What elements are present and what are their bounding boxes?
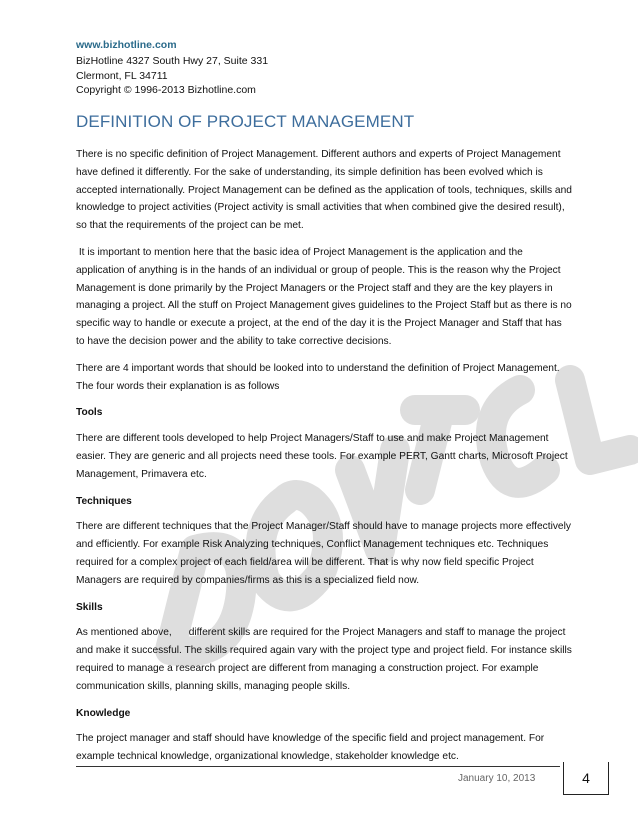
section-heading-techniques: Techniques <box>76 495 132 507</box>
site-url-link[interactable]: www.bizhotline.com <box>76 39 177 51</box>
section-heading-skills: Skills <box>76 601 103 613</box>
section-text-techniques: There are different techniques that the Project Manager/Staff should have to manage projects more effectively and efficiently. For example Risk Analyzing techniques, Conflict Management techniques etc. Techniques required for a complex project of each field/area will be different. That is why now field specific Project Managers are required by companies/firms as this is a specialized field now. <box>76 521 571 586</box>
intro-paragraph-3: There are 4 important words that should be looked into to understand the definition of Project Management. The four words their explanation is as follows <box>76 362 560 392</box>
section-text-skills: As mentioned above, different skills are required for the Project Managers and staff to manage the project and make it successful. The skills required again vary with the project type and project field. For instance skills required to manage a research project are different from managing a construction project. For example communication skills, planning skills, managing people skills. <box>76 627 575 692</box>
section-heading-tools: Tools <box>76 407 103 419</box>
footer-divider <box>76 766 560 767</box>
address-line-1: BizHotline 4327 South Hwy 27, Suite 331 <box>76 55 269 67</box>
footer-date: January 10, 2013 <box>458 773 536 784</box>
page-header <box>76 39 268 97</box>
address-line-2: Clermont, FL 34711 <box>76 69 168 82</box>
section-text-knowledge: The project manager and staff should have knowledge of the specific field and project management. For example technical knowledge, organizational knowledge, stakeholder knowledge etc. <box>76 733 545 763</box>
copyright-notice: Copyright © 1996-2013 Bizhotline.com <box>76 84 256 96</box>
page-title: DEFINITION OF PROJECT MANAGEMENT <box>76 112 415 131</box>
main-content <box>76 112 575 775</box>
intro-paragraph-2: It is important to mention here that the basic idea of Project Management is the application and the application of anything is in the hands of an individual or group of people. This is the reason why the Project Management is done primarily by the Project Managers or the Project staff and they are the key players in managing a project. All the stuff on Project Management gives guidelines to the Project Staff but as there is no specific way to handle or execute a project, at the end of the day it is the Project Manager and Staff that has to have the decision power and the ability to take corrective decisions. <box>76 246 575 347</box>
section-heading-knowledge: Knowledge <box>76 707 131 719</box>
page-number: 4 <box>563 762 609 795</box>
section-text-tools: There are different tools developed to help Project Managers/Staff to use and make Project Management easier. They are generic and all projects need these tools. For example PERT, Gantt charts, Microsoft Project Management, Primavera etc. <box>76 433 568 480</box>
intro-paragraph-1: There is no specific definition of Project Management. Different authors and experts of Project Management have defined it differently. For the sake of understanding, its simple definition has been evolved which is accepted internationally. Project Management can be defined as the application of tools, techniques, skills and knowledge to project activities (Project activity is small activities that when combined give the desired result), so that the requirements of the project can be met. <box>76 149 572 232</box>
